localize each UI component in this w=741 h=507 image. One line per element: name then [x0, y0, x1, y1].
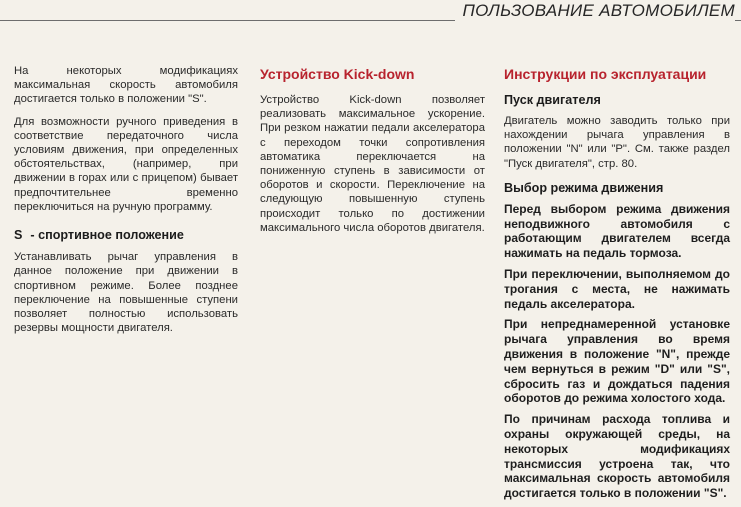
column-left: [14, 64, 238, 343]
paragraph-sport-mode: Устанавливать рычаг управления в данное положение при движении в спортивном режиме. Более позднее переключение на повышенные ступени позволяет полностью использовать резервы мощности двигателя.: [14, 251, 238, 335]
heading-kickdown: Устройство Kick-down: [260, 66, 415, 82]
paragraph-fuel-economy: По причинам расхода топлива и охраны окружающей среды, на некоторых модификациях трансмиссия устроена так, что максимальная скорость автомобиля достигается только в положении "S".: [504, 412, 730, 501]
subheading-drive-mode: Выбор режима движения: [504, 180, 664, 195]
heading-instructions: Инструкции по эксплуатации: [504, 66, 707, 82]
paragraph-brake-pedal: Перед выбором режима движения неподвижного автомобиля с работающим двигателем всегда нажимать на педаль тормоза.: [504, 201, 730, 261]
column-middle: [260, 66, 485, 243]
paragraph-kickdown: Устройство Kick-down позволяет реализовать максимальное ускорение. При резком нажатии педали акселератора с переходом точки сопротивления автоматика переключается на пониженную ступень в зависимости от оборотов и скорости. Переключение на следующую повышенную ступень происходит только по достижении максимального числа оборотов двигателя.: [260, 94, 485, 234]
subheading-engine-start: Пуск двигателя: [504, 93, 601, 107]
heading-sport-letter: S: [14, 228, 23, 243]
page-header: [0, 0, 741, 26]
paragraph-neutral-while-driving: При непреднамеренной установке рычага управления во время движения в положение "N", прежде чем вернуться в режим "D" или "S", сбросить газ и дождаться падения оборотов до режима холостого хода.: [504, 317, 730, 406]
paragraph-manual-program: Для возможности ручного приведения в соответствие передаточного числа условиям движения, при определенных обстоятельствах, (например, при движении в горах или с прицепом) бывает предпочтительнее временно переключиться на ручную программу.: [14, 115, 238, 213]
paragraph-no-accelerator: При переключении, выполняемом до трогания с места, не нажимать педаль акселератора.: [504, 267, 730, 311]
header-title: ПОЛЬЗОВАНИЕ АВТОМОБИЛЕМ: [455, 1, 735, 21]
paragraph-engine-start: Двигатель можно заводить только при нахождении рычага управления в положении "N" или "P". См. также раздел "Пуск двигателя", стр. 80.: [504, 115, 730, 170]
heading-sport-position: [14, 228, 238, 242]
heading-sport-text: - спортивное положение: [30, 228, 184, 243]
paragraph-max-speed: На некоторых модификациях максимальная скорость автомобиля достигается только в положении "S".: [14, 65, 238, 106]
column-right: [504, 66, 730, 507]
